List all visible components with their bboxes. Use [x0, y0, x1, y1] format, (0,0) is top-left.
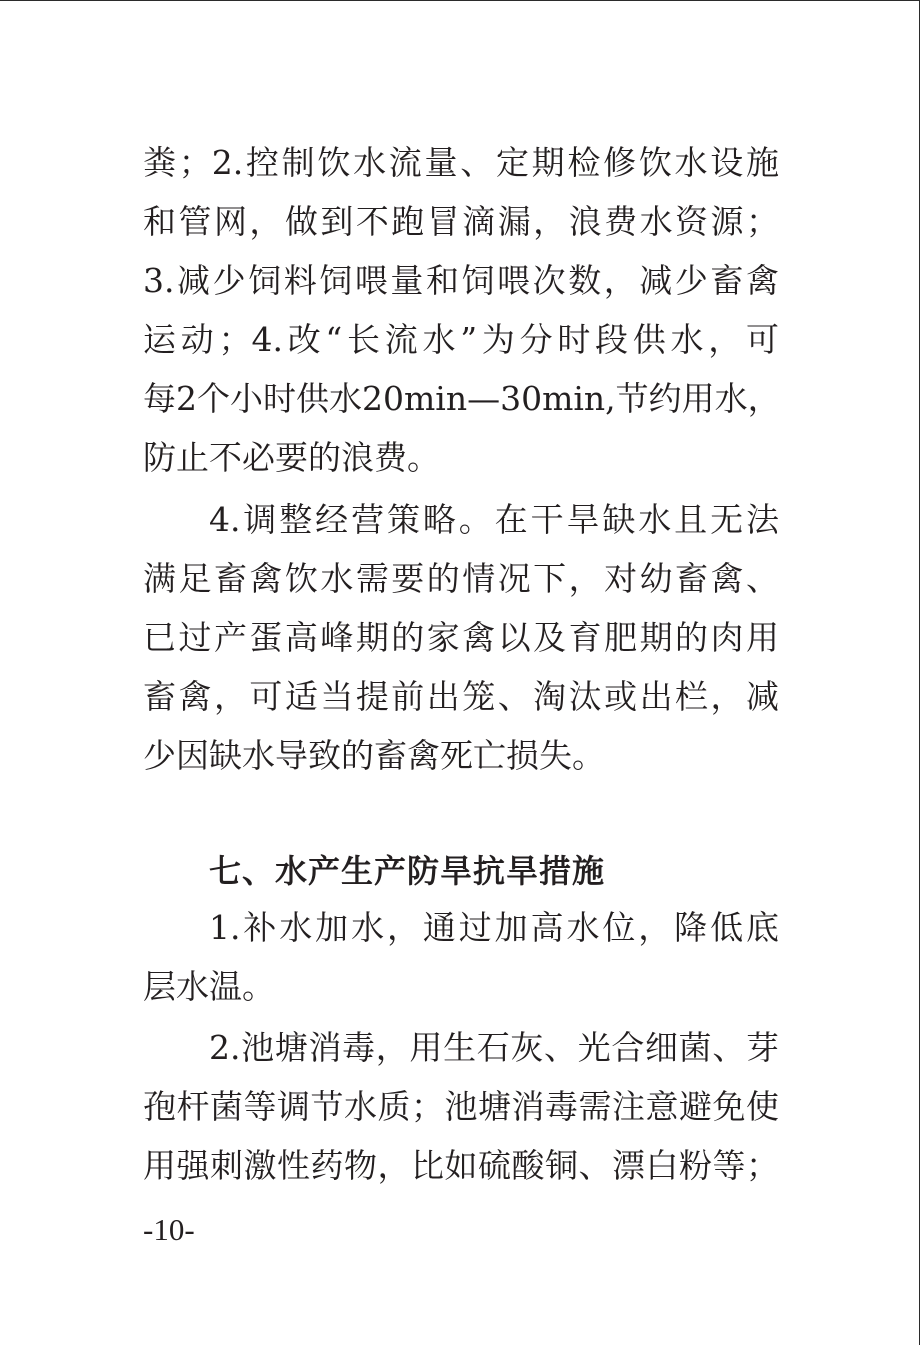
text-line: 用强刺激性药物，比如硫酸铜、漂白粉等；	[143, 1146, 779, 1185]
paragraph-business-strategy	[143, 490, 779, 785]
text-line: 运动；4.改“长流水”为分时段供水，可	[143, 320, 779, 359]
text-line: 和管网，做到不跑冒滴漏，浪费水资源；	[143, 202, 779, 241]
text-line: 层水温。	[143, 967, 275, 1006]
text-line: 3.减少饲料饲喂量和饲喂次数，减少畜禽	[143, 261, 779, 300]
paragraph-feeding-measures	[143, 133, 779, 487]
text-line: 粪；2.控制饮水流量、定期检修饮水设施	[143, 143, 779, 182]
text-line: 畜禽，可适当提前出笼、淘汰或出栏，减	[143, 677, 779, 716]
text-line: 防止不必要的浪费。	[143, 438, 440, 477]
text-line: 2.池塘消毒，用生石灰、光合细菌、芽	[209, 1028, 779, 1067]
page-number: -10-	[143, 1212, 195, 1247]
text-line: 孢杆菌等调节水质；池塘消毒需注意避免使	[143, 1087, 779, 1126]
text-line: 4.调整经营策略。在干旱缺水且无法	[209, 500, 779, 539]
text-line: 1.补水加水，通过加高水位，降低底	[209, 908, 779, 947]
paragraph-pond-disinfection	[143, 1018, 779, 1195]
text-line: 少因缺水导致的畜禽死亡损失。	[143, 736, 605, 775]
text-line: 每2个小时供水20min—30min,节约用水，	[143, 379, 781, 418]
text-line: 已过产蛋高峰期的家禽以及育肥期的肉用	[143, 618, 779, 657]
paragraph-water-supply	[143, 898, 779, 1016]
text-line: 满足畜禽饮水需要的情况下，对幼畜禽、	[143, 559, 779, 598]
section-heading: 七、水产生产防旱抗旱措施	[209, 852, 606, 890]
